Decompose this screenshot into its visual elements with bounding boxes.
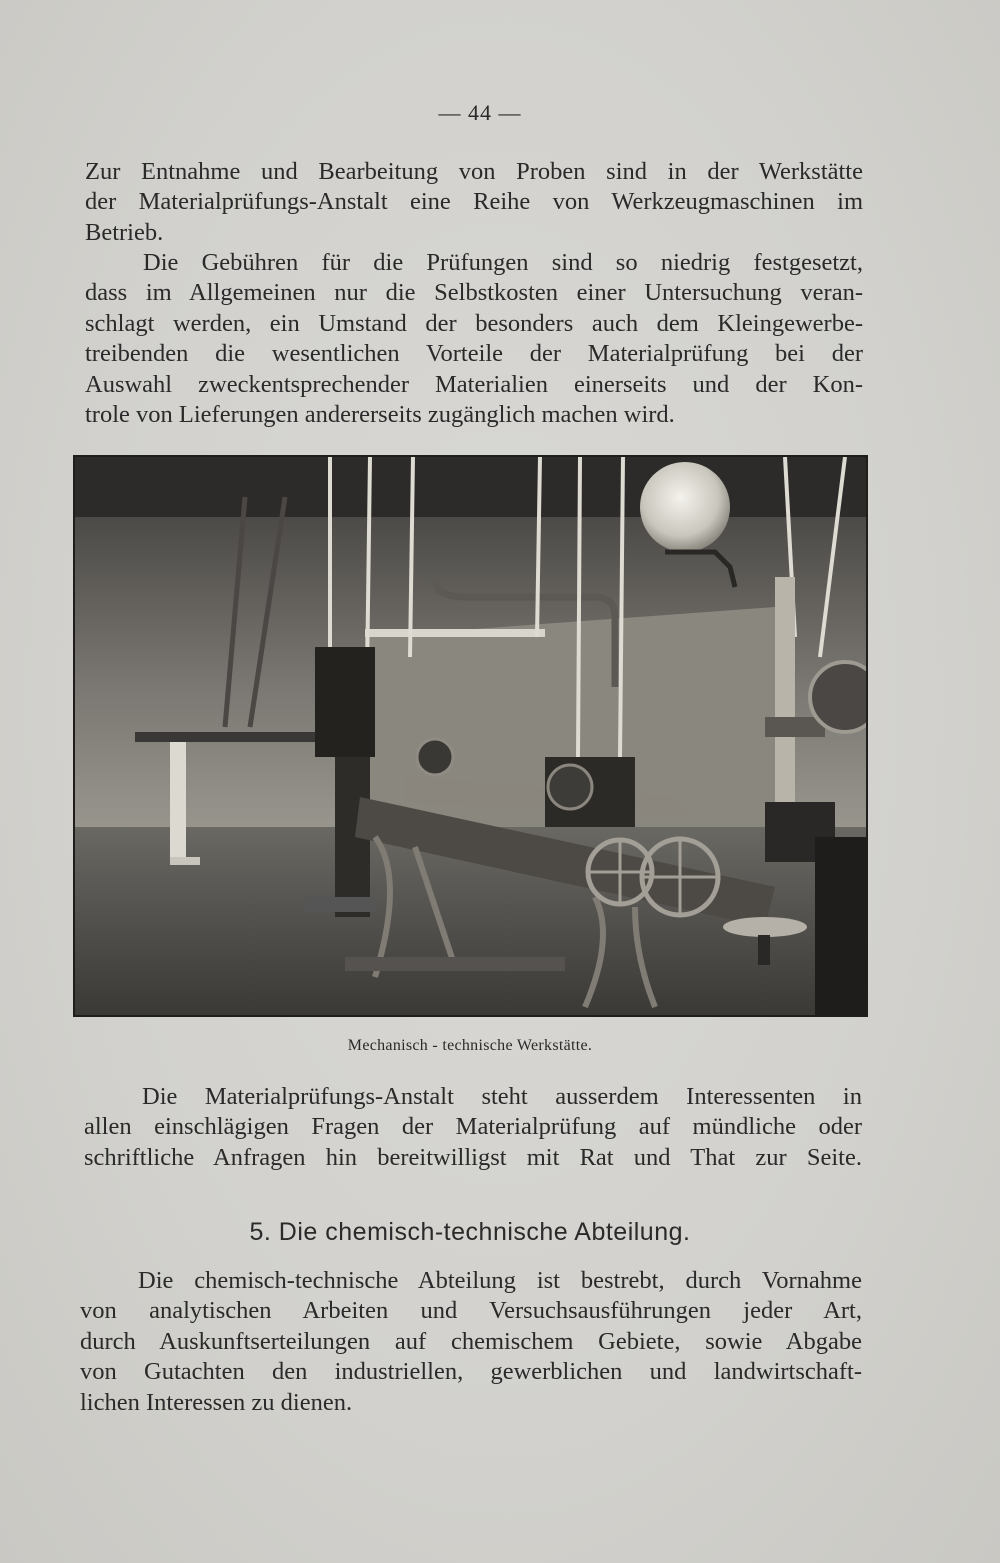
text-line: von Gutachten den industriellen, gewerblichen und landwirtschaft- xyxy=(80,1358,862,1386)
figure-caption: Mechanisch - technische Werkstätte. xyxy=(347,1037,593,1054)
paragraph-workshop xyxy=(85,157,863,248)
text-line: dass im Allgemeinen nur die Selbstkosten einer Untersuchung veran- xyxy=(85,279,863,307)
page-number: — 44 — xyxy=(438,100,522,125)
text-line: treibenden die wesentlichen Vorteile der Materialprüfung bei der xyxy=(85,340,863,368)
paragraph-chemical-department xyxy=(80,1266,862,1418)
text-line: Auswahl zweckentsprechender Materialien einerseits und der Kon- xyxy=(85,370,863,398)
text-line: lichen Interessen zu dienen. xyxy=(80,1388,353,1416)
text-line: schriftliche Anfragen hin bereitwilligst mit Rat und That zur Seite. xyxy=(84,1143,862,1171)
workshop-photograph xyxy=(73,455,868,1017)
text-line: trole von Lieferungen andererseits zugänglich machen wird. xyxy=(85,400,675,428)
text-line: schlagt werden, ein Umstand der besonders auch dem Kleingewerbe- xyxy=(85,309,863,337)
text-line: Zur Entnahme und Bearbeitung von Proben sind in der Werkstätte xyxy=(85,158,863,185)
text-line: allen einschlägigen Fragen der Materialprüfung auf mündliche oder xyxy=(84,1113,862,1141)
text-line: der Materialprüfungs-Anstalt eine Reihe von Werkzeugmaschinen im xyxy=(85,188,863,216)
text-line: von analytischen Arbeiten und Versuchsausführungen jeder Art, xyxy=(80,1297,862,1325)
section-heading: 5. Die chemisch-technische Abteilung. xyxy=(249,1218,691,1246)
text-line: durch Auskunftserteilungen auf chemischem Gebiete, sowie Abgabe xyxy=(80,1327,862,1355)
workshop-photo-illustration xyxy=(75,457,866,1015)
text-line: Betrieb. xyxy=(85,218,164,246)
paragraph-consultation xyxy=(84,1082,862,1173)
text-line: Die Materialprüfungs-Anstalt steht ausserdem Interessenten in xyxy=(142,1083,862,1110)
text-line: Die Gebühren für die Prüfungen sind so niedrig festgesetzt, xyxy=(143,249,863,276)
paragraph-fees xyxy=(85,248,863,430)
text-line: Die chemisch-technische Abteilung ist bestrebt, durch Vornahme xyxy=(138,1267,862,1294)
